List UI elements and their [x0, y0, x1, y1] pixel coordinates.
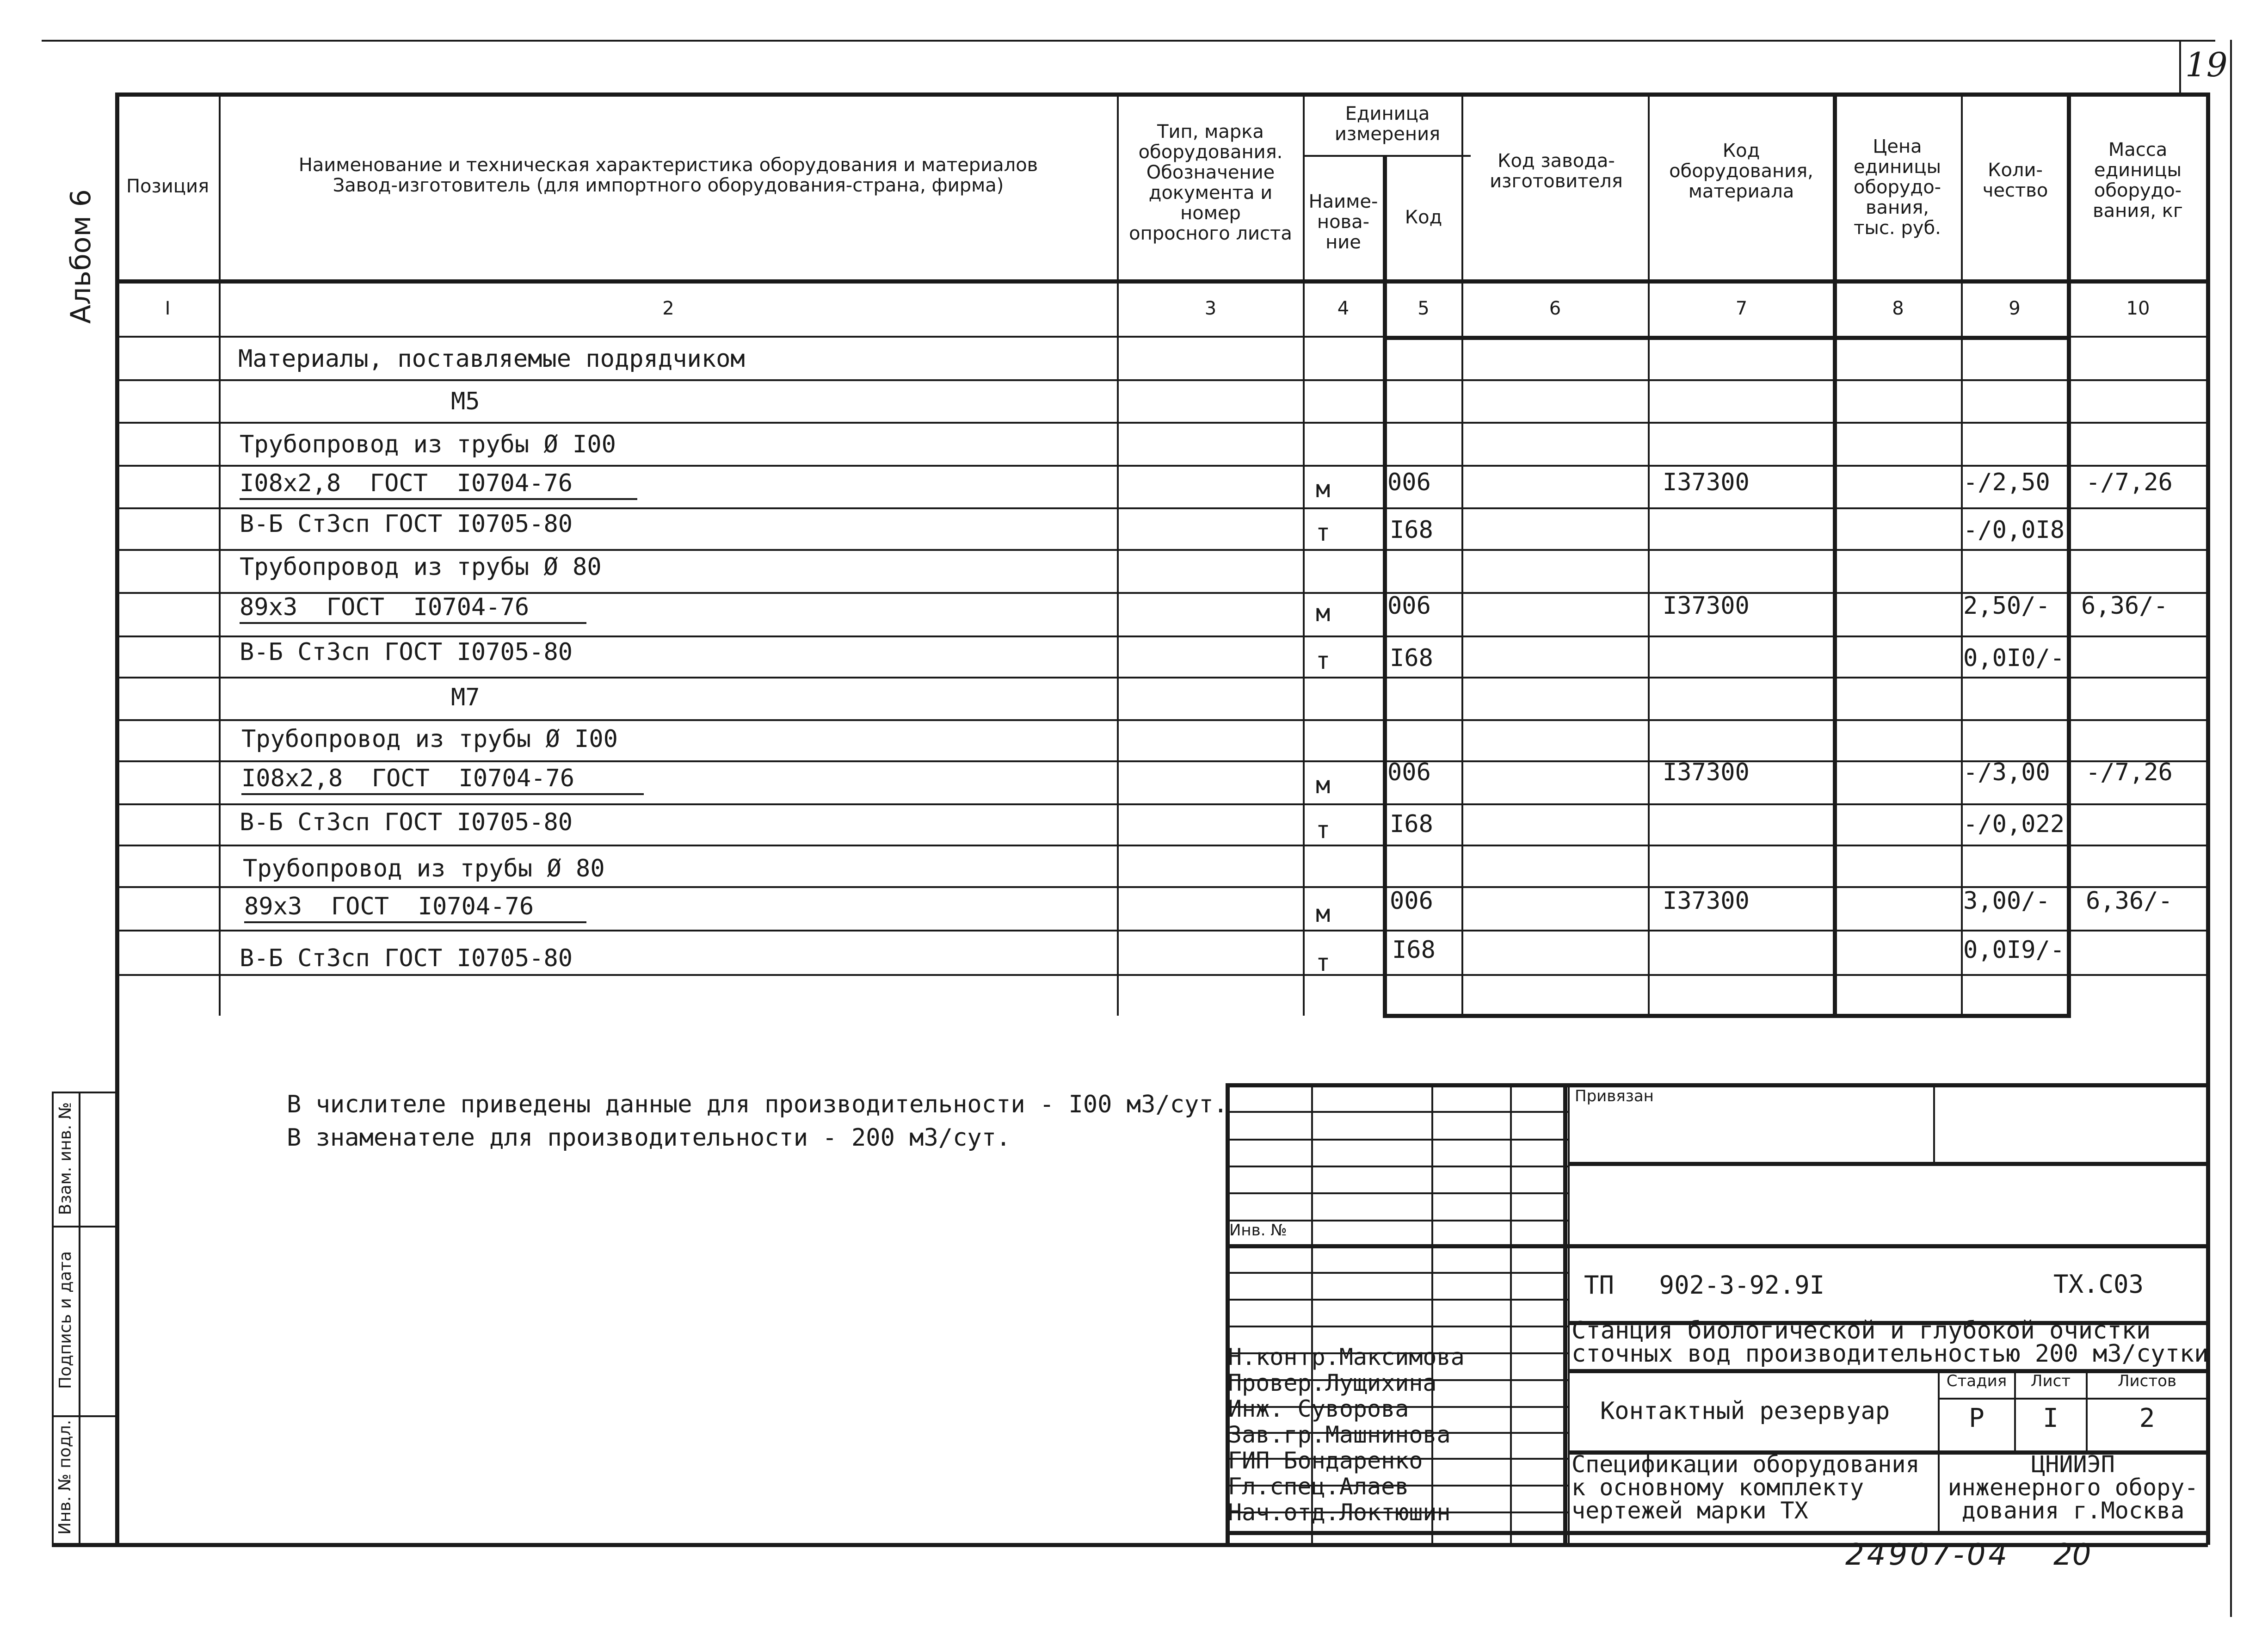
- table-row-unit: м: [1316, 475, 1331, 503]
- signature-row: Провер.Лущихина: [1228, 1370, 1437, 1396]
- col-num-8: 8: [1892, 298, 1904, 319]
- table-row-name: Материалы, поставляемые подрядчиком: [238, 345, 745, 373]
- col-num-5: 5: [1418, 298, 1430, 319]
- table-row-material-code: I37300: [1663, 469, 1750, 496]
- doc-code: ТП 902-3-92.9I: [1584, 1271, 1825, 1300]
- table-row-mass: 6,36/-: [2086, 887, 2173, 915]
- sheet-label: Лист: [2030, 1372, 2071, 1390]
- table-row-code: I68: [1390, 810, 1433, 838]
- table-row-code: I68: [1392, 936, 1436, 964]
- table-row-code: I68: [1390, 644, 1433, 672]
- table-row-unit: м: [1316, 900, 1331, 928]
- table-row-mass: 6,36/-: [2081, 592, 2168, 620]
- col-header-unit-code: Код: [1405, 207, 1442, 228]
- table-row-unit: м: [1316, 771, 1331, 799]
- table-row-name: М5: [451, 388, 480, 415]
- table-row-quantity: -/0,0I8: [1963, 516, 2065, 544]
- signature-row: Н.контр.Максимова: [1228, 1344, 1465, 1370]
- table-row-name: Трубопровод из трубы Ø I00: [241, 725, 618, 753]
- note-denominator: В знаменателе для производительности - 200 м3/сут.: [287, 1124, 1011, 1152]
- col-num-3: 3: [1204, 298, 1217, 319]
- col-header-factory-code: Код завода-изготовителя: [1490, 150, 1623, 192]
- table-row-unit: т: [1316, 519, 1331, 547]
- table-row-name: 89x3 ГОСТ I0704-76: [244, 893, 586, 923]
- margin-label-vzam-inv: Взам. инв. №: [56, 1102, 75, 1215]
- inv-no-label: Инв. №: [1229, 1221, 1287, 1240]
- table-row-code: 006: [1390, 887, 1433, 915]
- signature-row: Нач.отд.Локтюшин: [1228, 1499, 1451, 1526]
- col-header-quantity: Коли-чество: [1982, 160, 2048, 201]
- note-numerator: В числителе приведены данные для производительности - I00 м3/сут.: [287, 1091, 1228, 1118]
- col-num-7: 7: [1735, 298, 1748, 319]
- table-row-name: Трубопровод из трубы Ø 80: [243, 855, 605, 882]
- table-row-material-code: I37300: [1663, 759, 1750, 786]
- table-row-name: I08x2,8 ГОСТ I0704-76: [240, 469, 637, 500]
- table-row-name: Трубопровод из трубы Ø 80: [240, 553, 602, 581]
- col-header-name: Наименование и техническая характеристика оборудования и материалов Завод-изготовитель (для импортного оборудования-страна, фирма): [298, 154, 1038, 196]
- table-row-quantity: -/3,00: [1963, 759, 2050, 786]
- right-border-line: [2230, 40, 2232, 1617]
- doc-title-line-2: к основному комплекту: [1572, 1474, 1864, 1501]
- sheet-number: 19: [2185, 45, 2228, 84]
- archive-page: 20: [2053, 1538, 2091, 1572]
- table-row-name: В-Б СтЗсп ГОСТ I0705-80: [240, 638, 573, 666]
- table-row-quantity: 3,00/-: [1963, 887, 2050, 915]
- stage-value: Р: [1969, 1403, 1984, 1433]
- col-num-10: 10: [2126, 298, 2150, 319]
- table-row-quantity: -/0,022: [1963, 810, 2065, 838]
- org-line-2: инженерного обору-: [1948, 1474, 2199, 1501]
- col-header-unit-group: Единица измерения: [1334, 103, 1441, 145]
- table-row-material-code: I37300: [1663, 592, 1750, 620]
- project-title-line-2: сточных вод производительностью 200 м3/сутки: [1572, 1340, 2209, 1368]
- table-row-code: 006: [1387, 469, 1431, 496]
- table-row-name: I08x2,8 ГОСТ I0704-76: [241, 765, 644, 795]
- table-row-unit: т: [1316, 816, 1331, 844]
- doc-title-line-1: Спецификации оборудования: [1572, 1451, 1920, 1478]
- sheet-number-box-left: [2179, 40, 2181, 93]
- org-line-3: дования г.Москва: [1961, 1497, 2185, 1524]
- right-table-border: [2206, 93, 2210, 1545]
- signature-row: Инж. Суворова: [1228, 1395, 1409, 1422]
- table-row-material-code: I37300: [1663, 887, 1750, 915]
- table-row-mass: -/7,26: [2086, 469, 2173, 496]
- col-header-unit-name: Наиме-нова-ние: [1308, 191, 1378, 253]
- doc-mark: ТХ.С03: [2053, 1270, 2144, 1299]
- table-row-mass: -/7,26: [2086, 759, 2173, 786]
- table-row-quantity: 0,0I0/-: [1963, 644, 2065, 672]
- col-num-1: I: [165, 298, 171, 319]
- sheets-value: 2: [2139, 1403, 2155, 1433]
- table-row-unit: т: [1316, 647, 1331, 675]
- col-header-type: Тип, марка оборудования. Обозначение документа и номер опросного листа: [1129, 121, 1292, 244]
- table-row-quantity: -/2,50: [1963, 469, 2050, 496]
- privyazan-label: Привязан: [1575, 1087, 1654, 1105]
- col-header-position: Позиция: [126, 175, 210, 197]
- table-row-quantity: 0,0I9/-: [1963, 936, 2065, 964]
- col-num-6: 6: [1549, 298, 1561, 319]
- table-row-code: 006: [1387, 759, 1431, 786]
- table-row-name: В-Б СтЗсп ГОСТ I0705-80: [240, 944, 573, 972]
- col-header-mass: Масса единицы оборудо-вания, кг: [2093, 139, 2183, 222]
- table-row-unit: т: [1316, 949, 1331, 977]
- table-row-quantity: 2,50/-: [1963, 592, 2050, 620]
- margin-label-inv-podl: Инв. № подл.: [55, 1419, 74, 1535]
- table-row-name: В-Б СтЗсп ГОСТ I0705-80: [240, 510, 573, 538]
- signature-row: Гл.спец.Алаев: [1228, 1473, 1409, 1500]
- signature-row: Зав.гр.Машнинова: [1228, 1421, 1451, 1448]
- album-label: Альбом 6: [65, 189, 97, 324]
- table-row-unit: м: [1316, 599, 1331, 627]
- col-num-4: 4: [1337, 298, 1350, 319]
- margin-label-signature-date: Подпись и дата: [56, 1251, 75, 1389]
- table-row-code: 006: [1387, 592, 1431, 620]
- org-line-1: ЦНИИЭП: [2031, 1451, 2115, 1478]
- table-row-name: М7: [451, 684, 480, 711]
- doc-title-line-3: чертежей марки ТХ: [1572, 1497, 1808, 1524]
- sheets-label: Листов: [2117, 1372, 2176, 1390]
- stage-label: Стадия: [1946, 1372, 2007, 1390]
- table-row-name: 89x3 ГОСТ I0704-76: [240, 593, 586, 624]
- signature-row: ГИП Бондаренко: [1228, 1447, 1423, 1474]
- sheet-value: I: [2043, 1403, 2058, 1433]
- col-num-2: 2: [662, 298, 674, 319]
- col-header-price: Цена единицы оборудо-вания, тыс. руб.: [1853, 136, 1941, 239]
- top-border-line: [42, 40, 2215, 42]
- table-row-name: В-Б СтЗсп ГОСТ I0705-80: [240, 808, 573, 836]
- col-num-9: 9: [2009, 298, 2021, 319]
- object-name: Контактный резервуар: [1600, 1397, 1890, 1425]
- archive-number: 24907-04: [1845, 1538, 2010, 1572]
- project-title-line-1: Станция биологической и глубокой очистки: [1572, 1317, 2151, 1345]
- table-row-code: I68: [1390, 516, 1433, 544]
- col-header-material-code: Код оборудования, материала: [1669, 140, 1813, 202]
- table-row-name: Трубопровод из трубы Ø I00: [240, 431, 616, 458]
